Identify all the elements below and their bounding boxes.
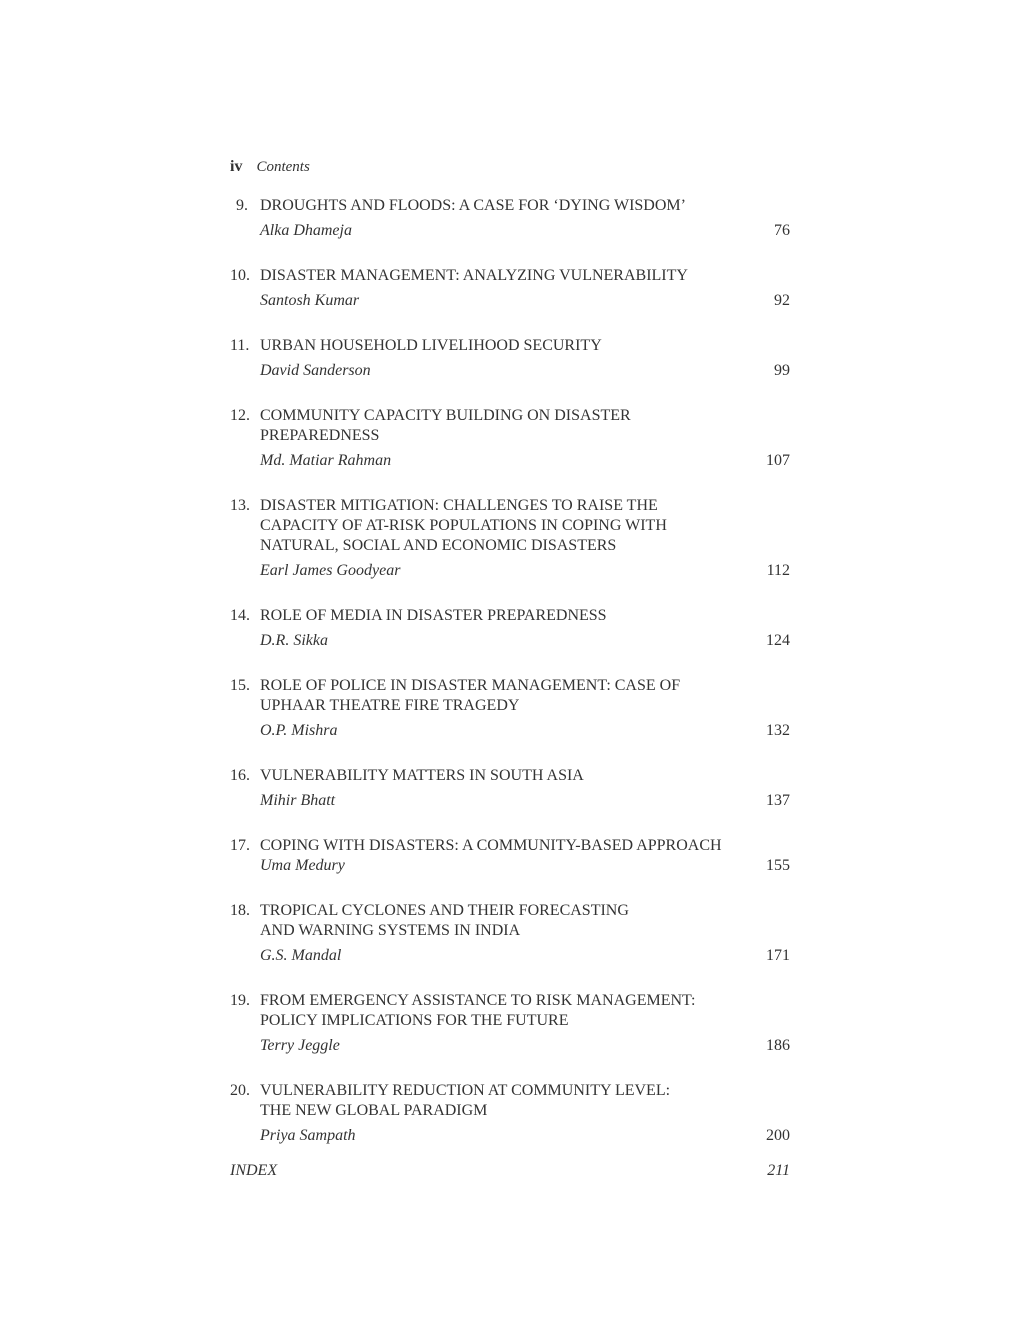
entry-author: Alka Dhameja xyxy=(260,222,352,239)
entry-author: Santosh Kumar xyxy=(260,292,360,309)
toc-entry[interactable] xyxy=(230,676,790,741)
toc-entry[interactable] xyxy=(230,1081,790,1146)
toc-entry[interactable] xyxy=(230,836,790,876)
entry-title xyxy=(260,336,790,356)
entry-number: 14. xyxy=(230,607,250,624)
entry-title xyxy=(260,836,790,856)
entry-title-line: FROM EMERGENCY ASSISTANCE TO RISK MANAGEMENT: xyxy=(260,992,696,1009)
entry-author: Terry Jeggle xyxy=(260,1037,340,1054)
entry-title-line: ROLE OF POLICE IN DISASTER MANAGEMENT: CASE OF xyxy=(260,677,681,694)
toc-entry[interactable] xyxy=(230,336,790,381)
entry-title-line: PREPAREDNESS xyxy=(260,427,380,444)
entry-title-line: DROUGHTS AND FLOODS: A CASE FOR ‘DYING WISDOM’ xyxy=(260,197,686,214)
entry-title-line: ROLE OF MEDIA IN DISASTER PREPAREDNESS xyxy=(260,607,607,624)
entry-author: Earl James Goodyear xyxy=(260,562,401,579)
entry-title-line: DISASTER MANAGEMENT: ANALYZING VULNERABILITY xyxy=(260,267,688,284)
toc-entry[interactable] xyxy=(230,766,790,811)
entry-title-line: CAPACITY OF AT-RISK POPULATIONS IN COPING WITH xyxy=(260,517,667,534)
entry-title xyxy=(260,991,790,1031)
entry-title-line: COMMUNITY CAPACITY BUILDING ON DISASTER xyxy=(260,407,631,424)
entry-page-number: 155 xyxy=(766,857,790,874)
table-of-contents xyxy=(230,196,790,1181)
entry-title-line: POLICY IMPLICATIONS FOR THE FUTURE xyxy=(260,1012,569,1029)
entry-page-number: 200 xyxy=(766,1127,790,1144)
entry-title-line: UPHAAR THEATRE FIRE TRAGEDY xyxy=(260,697,520,714)
toc-entry[interactable] xyxy=(230,901,790,966)
entry-number: 16. xyxy=(230,767,250,784)
entry-author: O.P. Mishra xyxy=(260,722,338,739)
entry-page-number: 107 xyxy=(766,452,790,469)
entry-title xyxy=(260,766,790,786)
entry-title-line: VULNERABILITY REDUCTION AT COMMUNITY LEVEL: xyxy=(260,1082,671,1099)
toc-entry[interactable] xyxy=(230,406,790,471)
entry-page-number: 171 xyxy=(766,947,790,964)
entry-title-line: VULNERABILITY MATTERS IN SOUTH ASIA xyxy=(260,767,584,784)
index-label: INDEX xyxy=(230,1162,278,1179)
page-number: iv xyxy=(230,158,243,175)
toc-entry[interactable] xyxy=(230,196,790,241)
entry-title-line: TROPICAL CYCLONES AND THEIR FORECASTING xyxy=(260,902,629,919)
entry-page-number: 132 xyxy=(766,722,790,739)
entry-author: Mihir Bhatt xyxy=(260,792,336,809)
toc-entry[interactable] xyxy=(230,496,790,581)
entry-page-number: 137 xyxy=(766,792,790,809)
entry-number: 10. xyxy=(230,267,250,284)
entry-number: 15. xyxy=(230,677,250,694)
entry-title-line: URBAN HOUSEHOLD LIVELIHOOD SECURITY xyxy=(260,337,602,354)
entry-author: D.R. Sikka xyxy=(260,632,328,649)
entry-author: Priya Sampath xyxy=(260,1127,356,1144)
entry-number: 19. xyxy=(230,992,250,1009)
entry-number: 12. xyxy=(230,407,250,424)
entry-number: 11. xyxy=(230,337,250,354)
entry-author: G.S. Mandal xyxy=(260,947,342,964)
toc-entry[interactable] xyxy=(230,606,790,651)
toc-entry[interactable] xyxy=(230,991,790,1056)
entry-number: 20. xyxy=(230,1082,250,1099)
entry-title-line: COPING WITH DISASTERS: A COMMUNITY-BASED APPROACH xyxy=(260,837,722,854)
running-title: Contents xyxy=(256,159,310,175)
entry-author: Uma Medury xyxy=(260,857,345,874)
entry-title xyxy=(260,406,790,446)
entry-number: 17. xyxy=(230,837,250,854)
entry-author: Md. Matiar Rahman xyxy=(260,452,392,469)
entry-page-number: 186 xyxy=(766,1037,790,1054)
entry-title xyxy=(260,266,790,286)
entry-page-number: 112 xyxy=(766,562,790,579)
toc-entry[interactable] xyxy=(230,266,790,311)
index-entry[interactable] xyxy=(230,1161,790,1181)
entry-number: 13. xyxy=(230,497,250,514)
entry-number: 18. xyxy=(230,902,250,919)
entry-title xyxy=(260,1081,790,1121)
entry-title xyxy=(260,196,790,216)
entry-number: 9. xyxy=(236,197,248,214)
entry-title-line: DISASTER MITIGATION: CHALLENGES TO RAISE THE xyxy=(260,497,658,514)
entry-title-line: THE NEW GLOBAL PARADIGM xyxy=(260,1102,488,1119)
entry-title-line: NATURAL, SOCIAL AND ECONOMIC DISASTERS xyxy=(260,537,617,554)
entry-page-number: 99 xyxy=(774,362,790,379)
entry-title-line: AND WARNING SYSTEMS IN INDIA xyxy=(260,922,521,939)
entry-title xyxy=(260,901,790,941)
entry-title xyxy=(260,496,790,556)
entry-title xyxy=(260,606,790,626)
entry-page-number: 92 xyxy=(774,292,790,309)
index-page: 211 xyxy=(767,1162,790,1179)
page-header xyxy=(230,155,310,179)
entry-title xyxy=(260,676,790,716)
entry-page-number: 124 xyxy=(766,632,790,649)
entry-page-number: 76 xyxy=(774,222,790,239)
entry-author: David Sanderson xyxy=(260,362,371,379)
